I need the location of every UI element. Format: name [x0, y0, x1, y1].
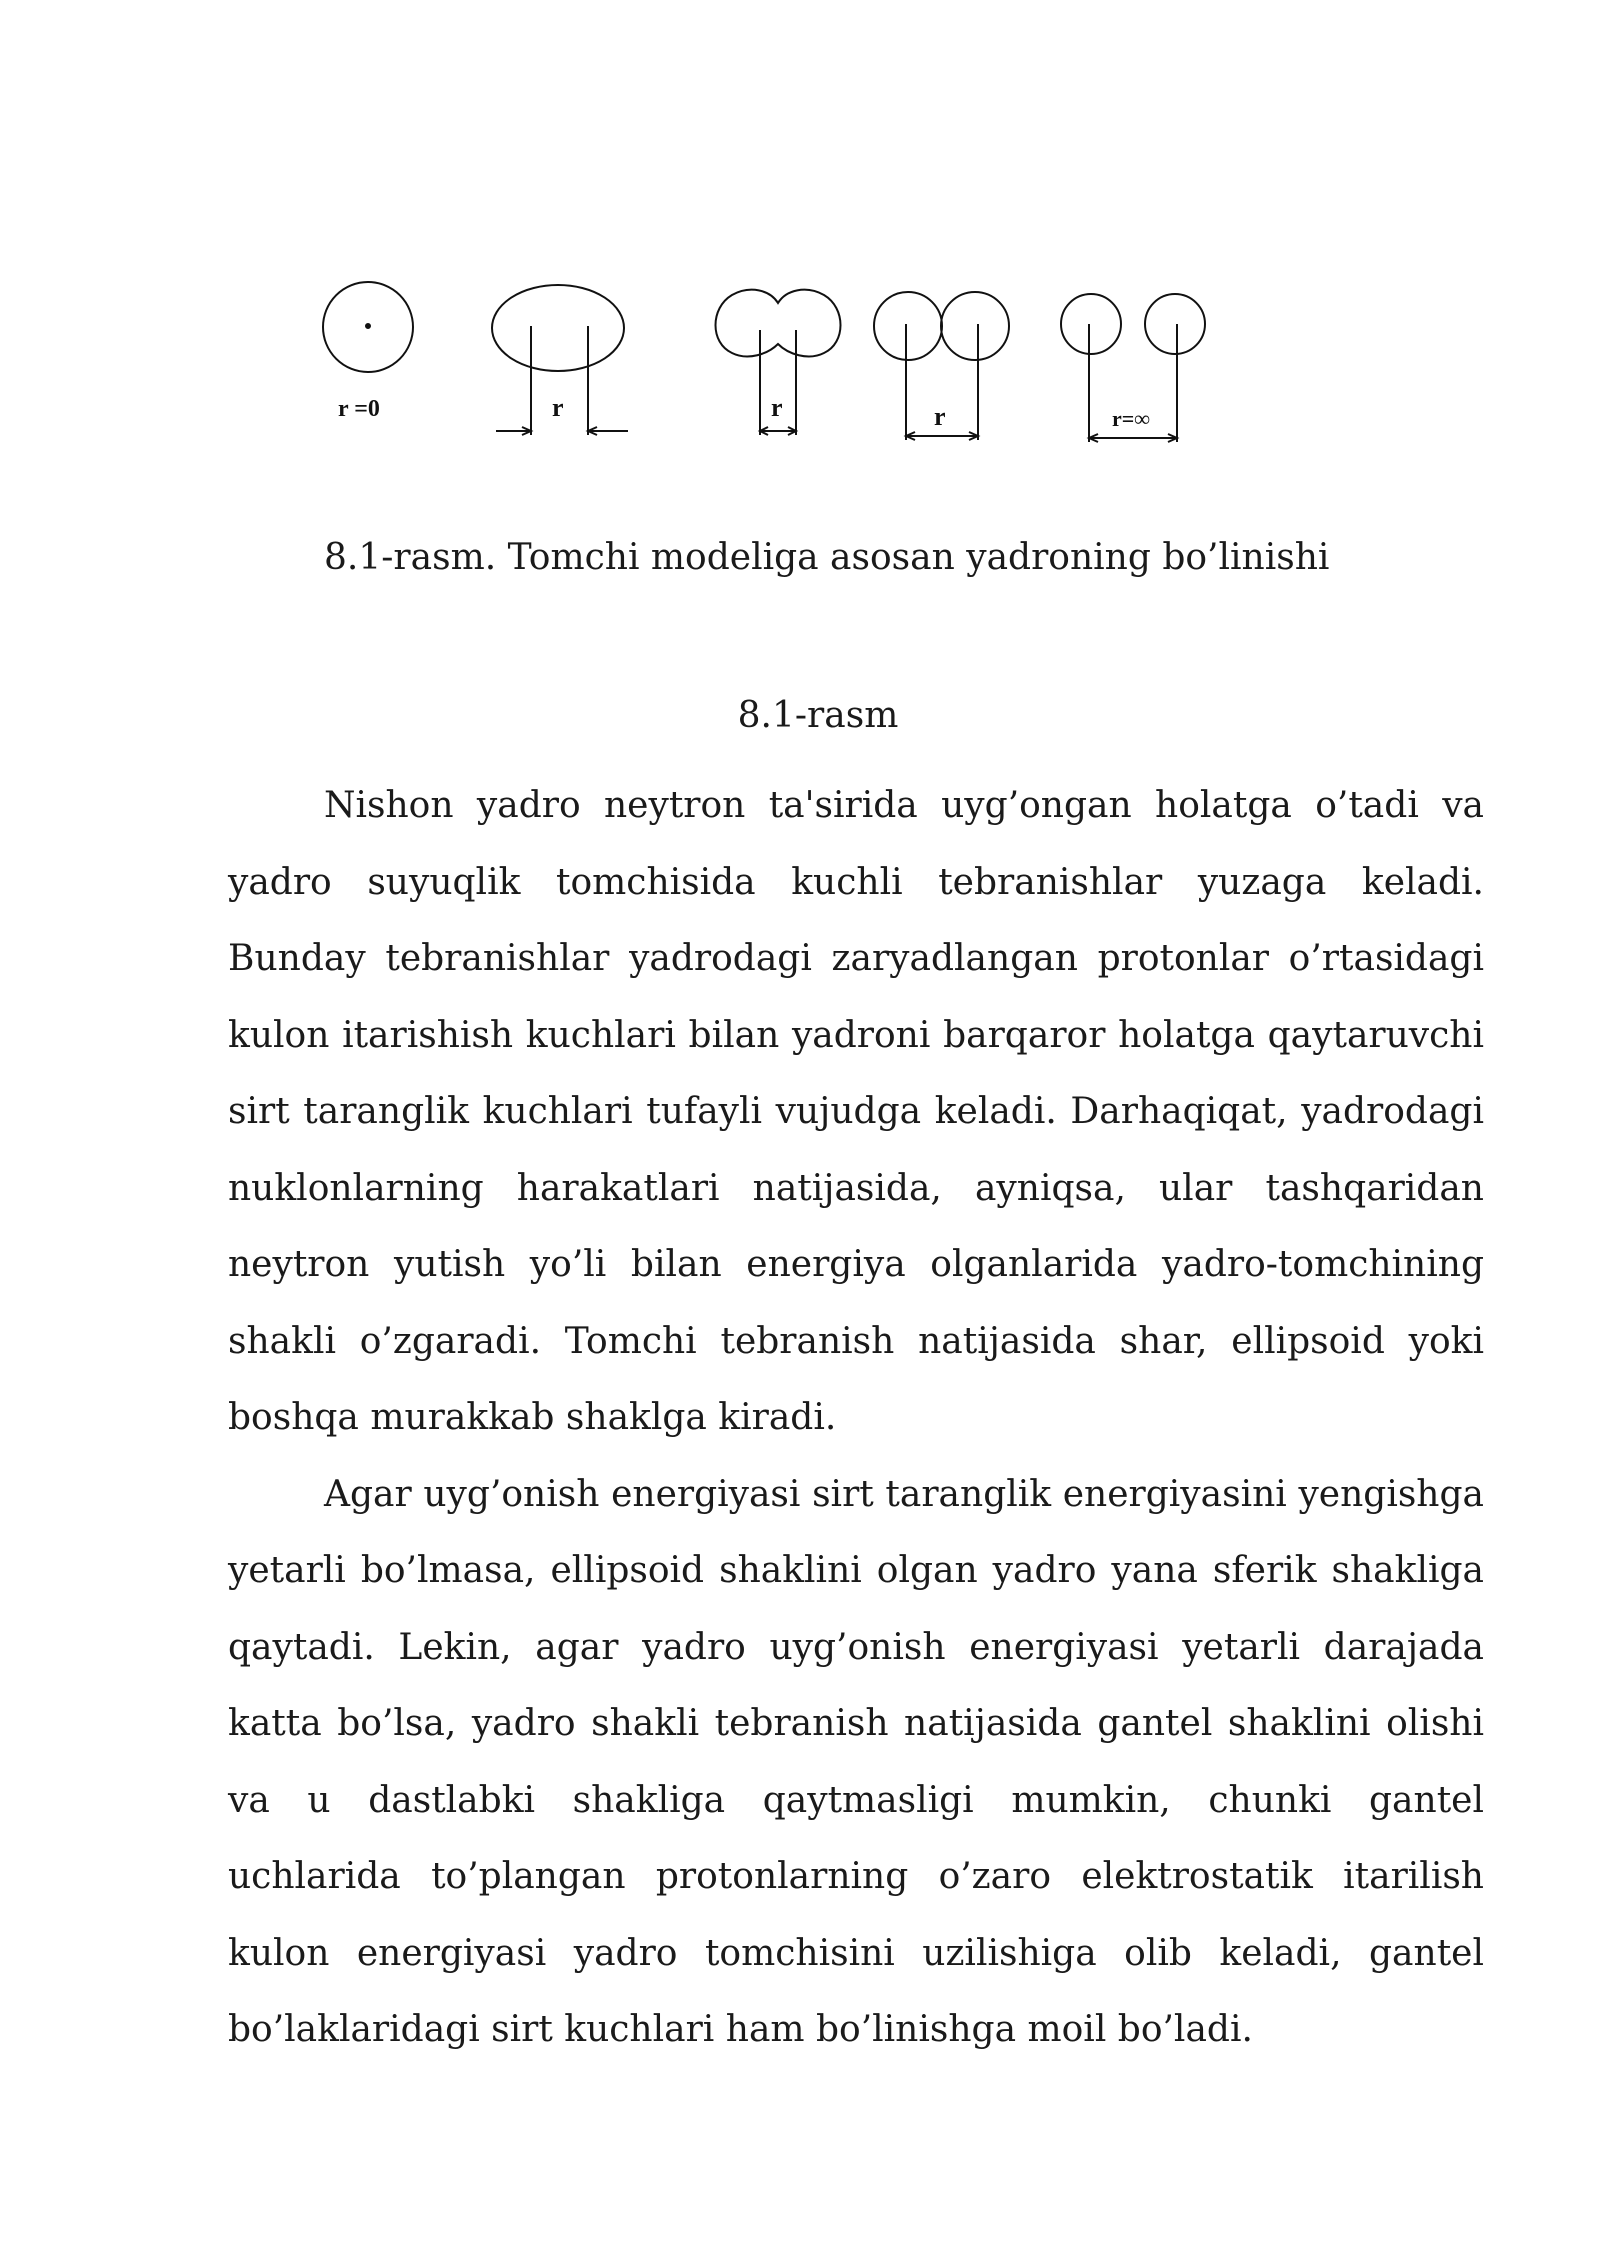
- label-r-ellipsoid: r: [552, 393, 564, 422]
- fission-diagram: [300, 270, 1260, 470]
- label-r-peanut: r: [771, 393, 783, 422]
- stage-sphere: [323, 282, 413, 372]
- body-text: [228, 768, 1484, 2069]
- label-r-dumbbell: r: [934, 402, 946, 431]
- drop-model-stages: [300, 270, 1260, 470]
- paragraph-2: Agar uyg’onish energiyasi sirt taranglik energiyasini yengishga yetarli bo’lmasa, ellipsoid shaklini olgan yadro yana sferik shakliga qaytadi. Lekin, agar yadro uyg’onish energiyasi yetarli darajada katta bo’lsa, yadro shakli tebranish natijasida gantel shaklini olishi va u dastlabki shakliga qaytmasligi mumkin, chunki gantel uchlarida to’plangan protonlarning o’zaro elektrostatik itarilish kulon energiyasi yadro tomchisini uzilishiga olib keladi, gantel bo’laklaridagi sirt kuchlari ham bo’linishga moil bo’ladi.: [228, 1473, 1484, 2050]
- label-r-infinity: r=∞: [1112, 406, 1150, 431]
- label-r-zero: r =0: [338, 396, 380, 422]
- paragraph-1: Nishon yadro neytron ta'sirida uyg’ongan holatga o’tadi va yadro suyuqlik tomchisida kuchli tebranishlar yuzaga keladi. Bunday tebranishlar yadrodagi zaryadlangan protonlar o’rtasidagi kulon itarishish kuchlari bilan yadroni barqaror holatga qaytaruvchi sirt taranglik kuchlari tufayli vujudga keladi. Darhaqiqat, yadrodagi nuklonlarning harakatlari natijasida, ayniqsa, ular tashqaridan neytron yutish yo’li bilan energiya olganlarida yadro-tomchining shakli o’zgaradi. Tomchi tebranish natijasida shar, ellipsoid yoki boshqa murakkab shaklga kiradi.: [228, 785, 1484, 1438]
- figure-caption: 8.1-rasm. Tomchi modeliga asosan yadroning bo’linishi: [324, 537, 1330, 578]
- figure-number: 8.1-rasm: [737, 695, 899, 736]
